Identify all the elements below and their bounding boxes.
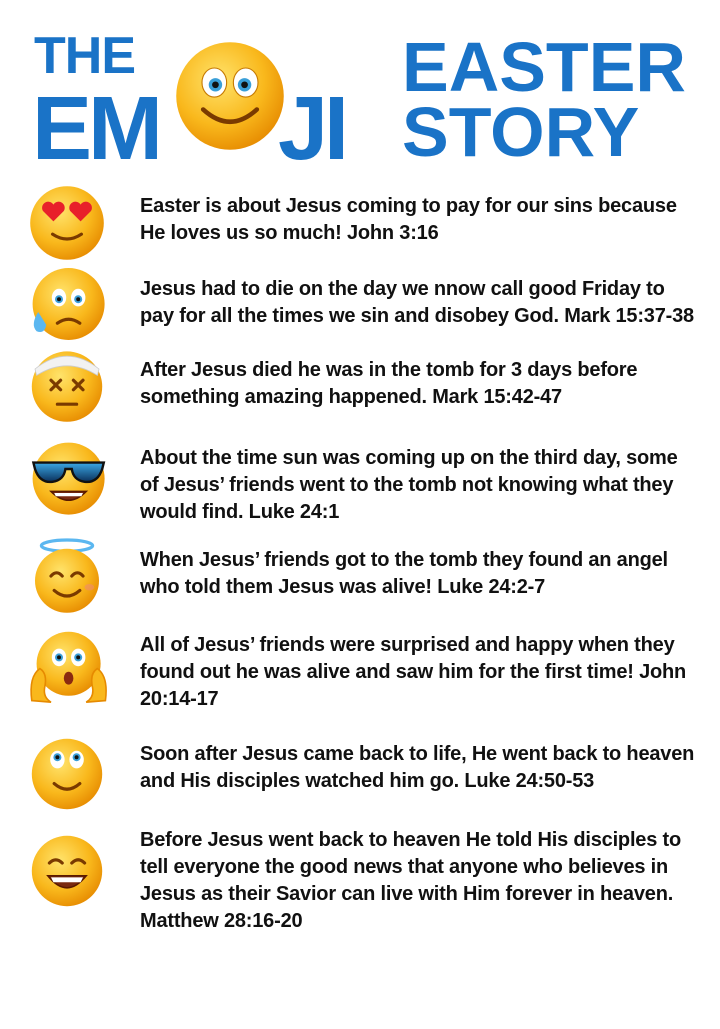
smiling-face-icon bbox=[174, 40, 286, 152]
title-the: THE bbox=[34, 27, 135, 85]
title-em: EM bbox=[32, 79, 159, 179]
heart-eyes-face-icon bbox=[27, 183, 107, 263]
looking-up-face-icon bbox=[27, 734, 107, 814]
entry-text: When Jesus’ friends got to the tomb they found an angel who told them Jesus was alive! Luke 24:2-7 bbox=[140, 549, 668, 598]
entry-text: About the time sun was coming up on the third day, some of Jesus’ friends went to the tomb not knowing what they would find. Luke 24:1 bbox=[140, 447, 678, 523]
entry-text: Soon after Jesus came back to life, He went back to heaven and His disciples watched him go. Luke 24:50-53 bbox=[140, 743, 695, 792]
title-ji: JI bbox=[278, 79, 346, 179]
title-story: STORY bbox=[402, 93, 640, 171]
halo-face-icon bbox=[27, 536, 107, 616]
title-easter: EASTER bbox=[402, 28, 686, 106]
sad-face-with-tear-icon bbox=[27, 264, 107, 344]
grinning-face-icon bbox=[27, 831, 107, 911]
entry-text: All of Jesus’ friends were surprised and happy when they found out he was alive and saw him for the first time! John 20:14-17 bbox=[140, 634, 687, 710]
surprised-hands-face-icon bbox=[27, 627, 107, 707]
sunglasses-face-icon bbox=[27, 437, 107, 517]
entry-text: After Jesus died he was in the tomb for 3 days before something amazing happened. Mark 15:42-47 bbox=[140, 359, 638, 408]
bandaged-x-eyes-face-icon bbox=[27, 345, 107, 425]
entry-text: Easter is about Jesus coming to pay for our sins because He loves us so much! John 3:16 bbox=[140, 195, 677, 244]
entry-text: Before Jesus went back to heaven He told His disciples to tell everyone the good news that anyone who believes in Jesus as their Savior can live with Him forever in heaven. Matthew 28:16-20 bbox=[140, 829, 681, 932]
entry-text: Jesus had to die on the day we nnow call good Friday to pay for all the times we sin and disobey God. Mark 15:37-38 bbox=[140, 278, 694, 327]
